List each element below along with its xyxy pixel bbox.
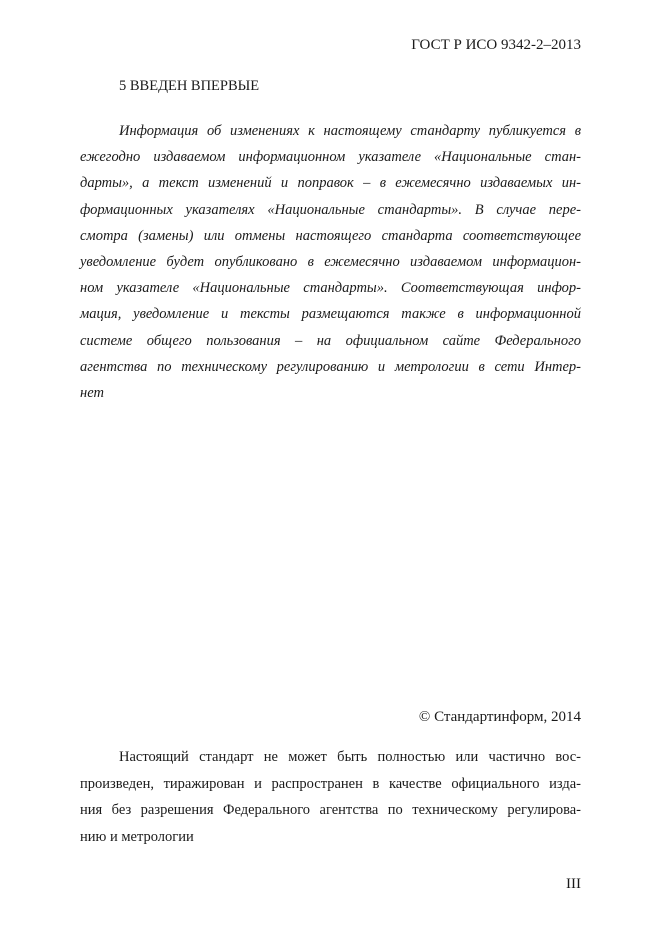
info-line: нет bbox=[80, 384, 104, 401]
info-line: агентства по техническому регулированию и метрологии в сети Интер- bbox=[80, 358, 581, 375]
info-line: уведомление будет опубликовано в ежемесячно издаваемом информацион- bbox=[80, 253, 581, 270]
notice-line: нию и метрологии bbox=[80, 829, 194, 846]
info-line: системе общего пользования – на официальном сайте Федерального bbox=[80, 332, 581, 349]
info-line: формационных указателях «Национальные стандарты». В случае пере- bbox=[80, 201, 581, 218]
page-number: III bbox=[566, 876, 581, 892]
info-line: ежегодно издаваемом информационном указателе «Национальные стан- bbox=[80, 149, 581, 166]
standard-code-header: ГОСТ Р ИСО 9342-2–2013 bbox=[411, 37, 581, 53]
info-line: мация, уведомление и тексты размещаются также в информационной bbox=[80, 306, 581, 323]
copyright-notice: © Стандартинформ, 2014 bbox=[418, 709, 581, 725]
notice-line: произведен, тиражирован и распространен в качестве официального изда- bbox=[80, 775, 581, 792]
info-paragraph bbox=[80, 118, 581, 406]
notice-line: ния без разрешения Федерального агентства по техническому регулирова- bbox=[80, 802, 581, 819]
info-line: дарты», а текст изменений и поправок – в ежемесячно издаваемых ин- bbox=[80, 175, 581, 192]
info-line: Информация об изменениях к настоящему стандарту публикуется в bbox=[119, 123, 581, 139]
reproduction-notice-paragraph bbox=[80, 744, 581, 851]
info-line: смотра (замены) или отмены настоящего стандарта соответствующее bbox=[80, 227, 581, 244]
section-title: 5 ВВЕДЕН ВПЕРВЫЕ bbox=[119, 78, 260, 94]
notice-line: Настоящий стандарт не может быть полностью или частично вос- bbox=[119, 749, 581, 765]
info-line: ном указателе «Национальные стандарты». Соответствующая инфор- bbox=[80, 280, 581, 297]
